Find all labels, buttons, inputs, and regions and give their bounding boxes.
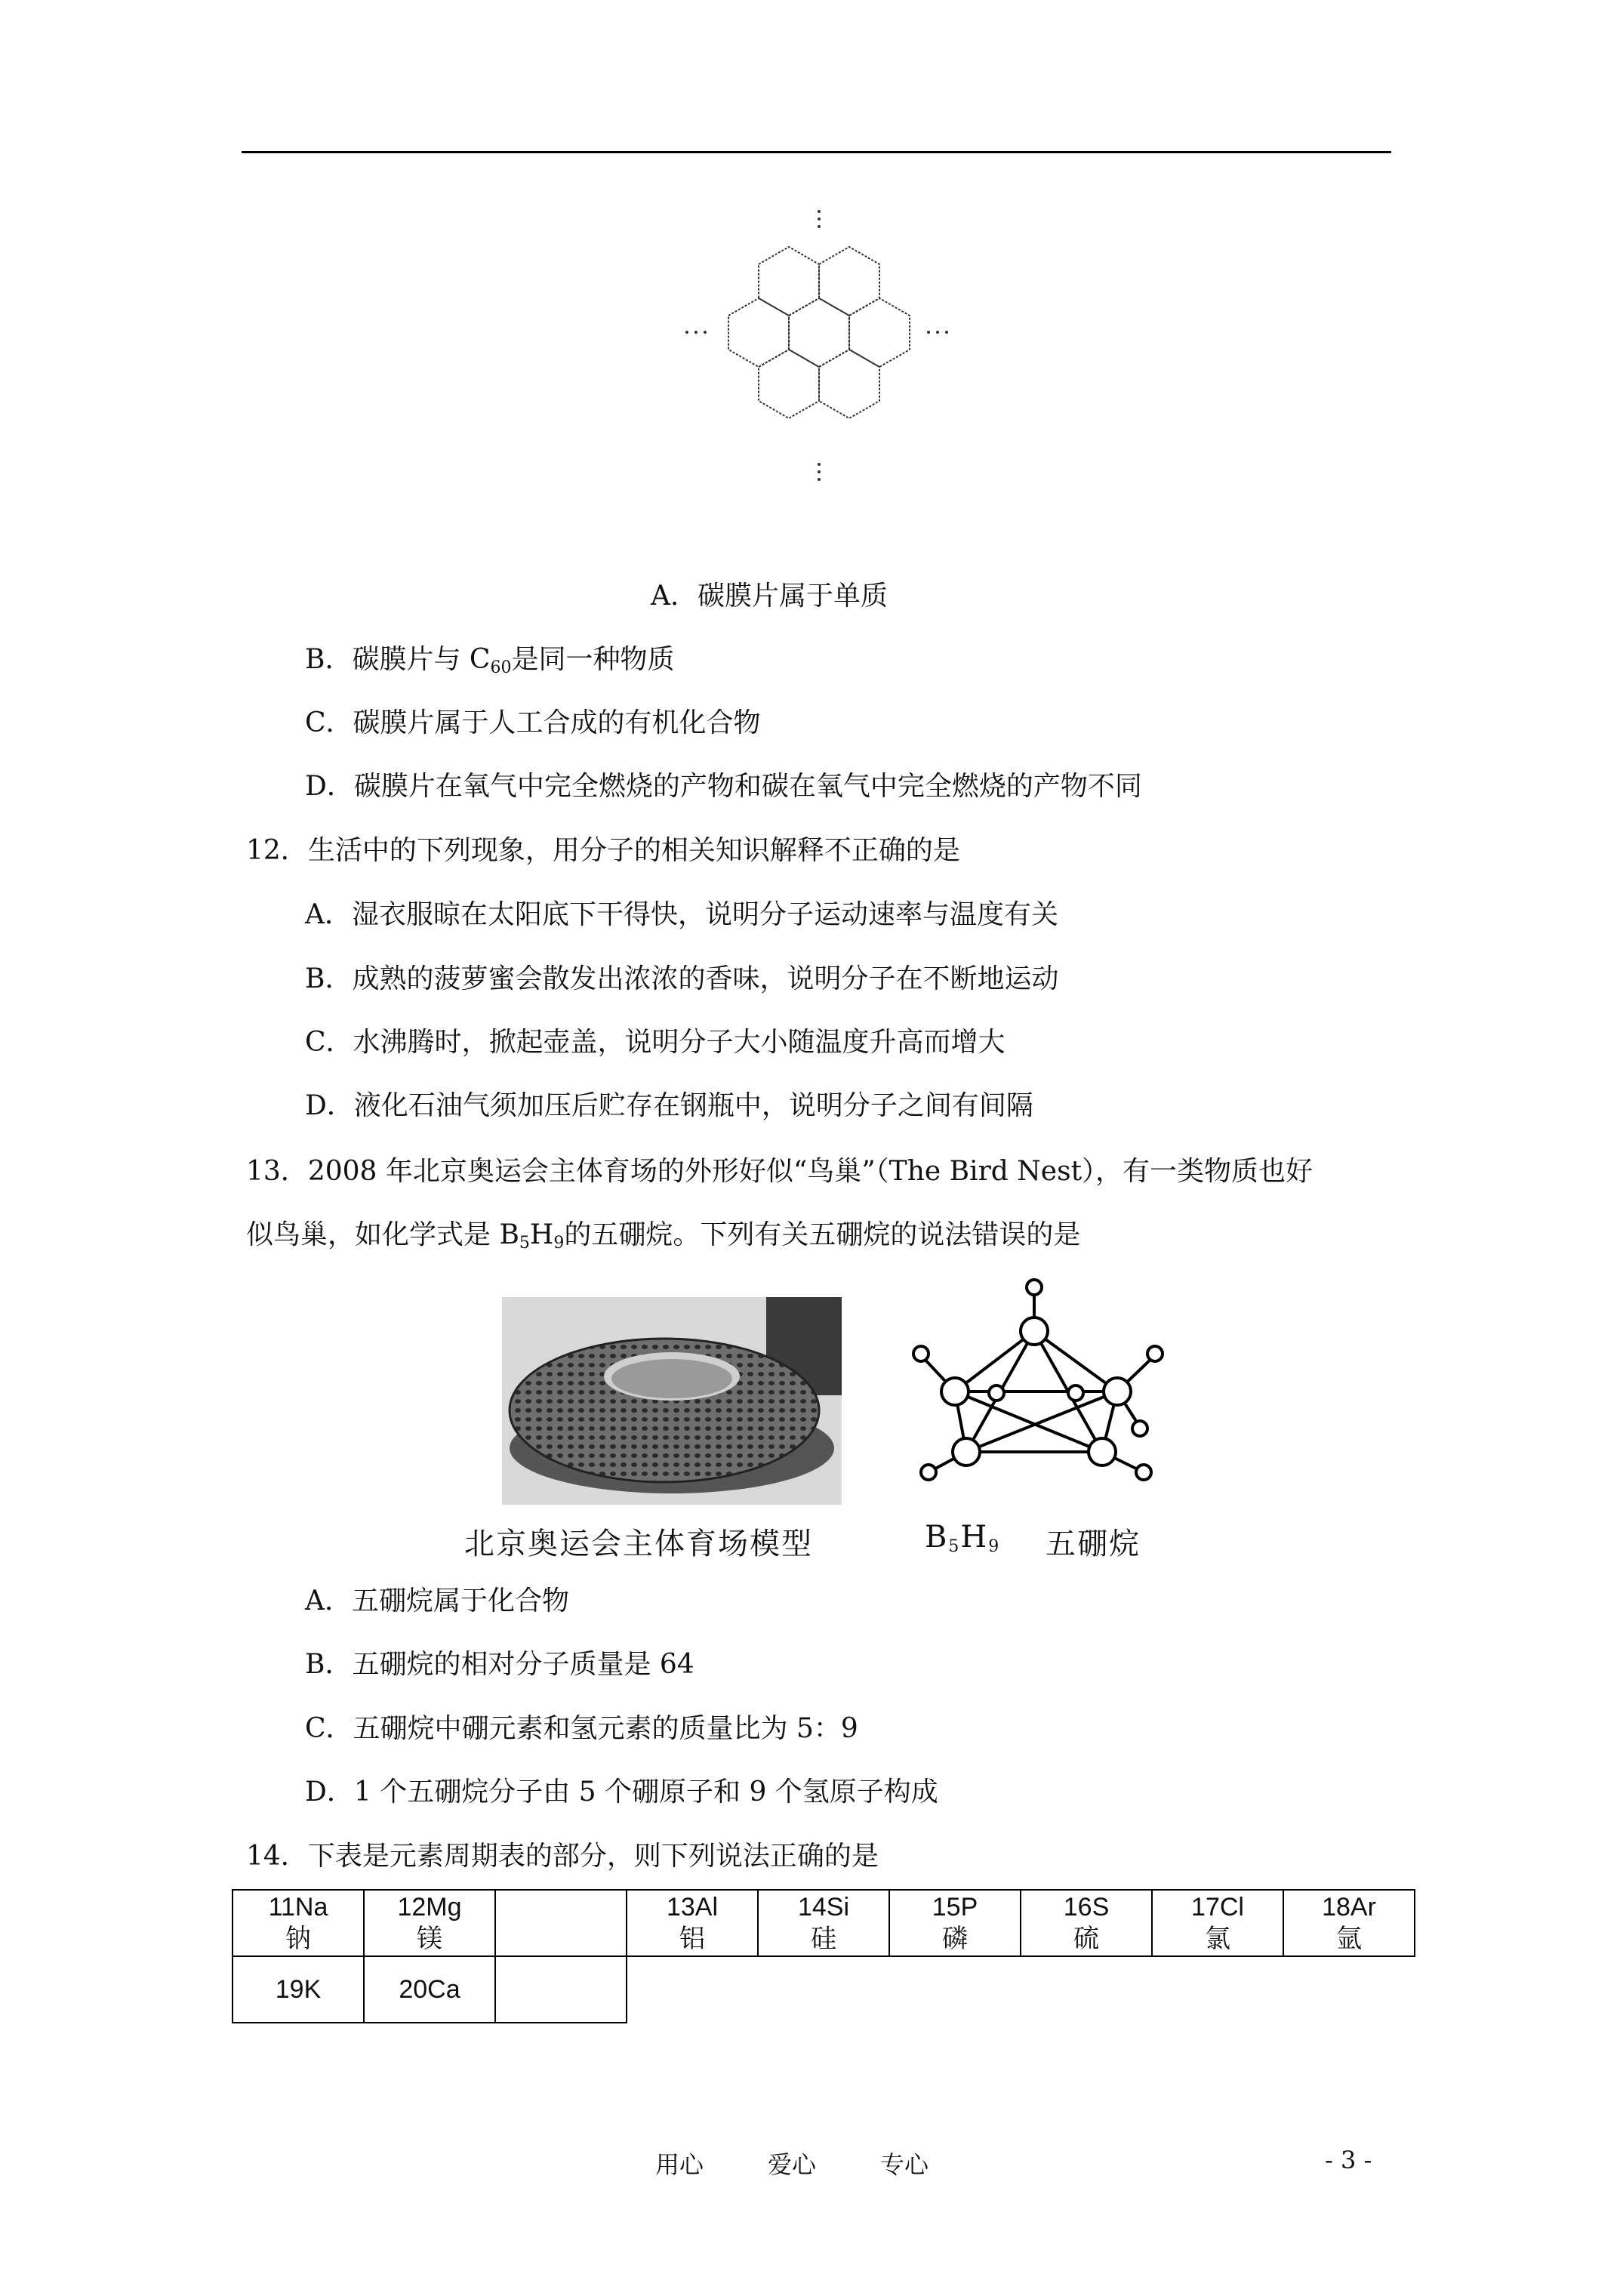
q13-option-d-text: 1 个五硼烷分子由 5 个硼原子和 9 个氢原子构成 bbox=[353, 1777, 938, 1808]
hexagon-middle-left bbox=[728, 298, 789, 367]
q11-option-a-text: 碳膜片属于单质 bbox=[698, 581, 888, 612]
q11-option-c-letter: C． bbox=[305, 707, 353, 738]
q13-option-c-text: 五硼烷中硼元素和氢元素的质量比为 5：9 bbox=[353, 1713, 858, 1744]
table-cell-si bbox=[758, 1890, 889, 1956]
q13-option-b-letter: B． bbox=[305, 1649, 353, 1680]
caption-pentaborane: 五硼烷 bbox=[1046, 1527, 1141, 1561]
footer-motto-3: 专心 bbox=[880, 2150, 929, 2179]
q11-option-b-subscript: 60 bbox=[490, 658, 512, 677]
hexagon-middle-right bbox=[849, 298, 910, 367]
q12-option-b-text: 成熟的菠萝蜜会散发出浓浓的香味，说明分子在不断地运动 bbox=[352, 963, 1059, 994]
q12-option-d bbox=[305, 1089, 1033, 1123]
table-cell-al bbox=[627, 1890, 758, 1956]
q13-number: 13． bbox=[246, 1156, 308, 1187]
footer-motto-1: 用心 bbox=[655, 2150, 704, 2179]
q13-option-b bbox=[305, 1648, 694, 1681]
q12-stem bbox=[246, 834, 960, 868]
q13-option-a bbox=[305, 1585, 569, 1618]
table-cell-empty bbox=[889, 1956, 1021, 2023]
q13-stem-line2 bbox=[246, 1219, 1080, 1260]
hexagon-top-left bbox=[759, 247, 819, 316]
element-name: 氯 bbox=[1205, 1925, 1230, 1953]
q12-option-b-letter: B． bbox=[305, 963, 353, 994]
q13-stem-subscript-9: 9 bbox=[553, 1234, 565, 1253]
table-cell-blank bbox=[495, 1956, 627, 2023]
q12-option-b bbox=[305, 963, 1058, 996]
caption-formula bbox=[925, 1520, 1000, 1556]
table-cell-ca: 20Ca bbox=[364, 1956, 495, 2023]
element-name: 钠 bbox=[285, 1925, 311, 1953]
q12-option-a bbox=[305, 898, 1058, 932]
element-symbol: 11Na bbox=[268, 1893, 328, 1922]
q13-stem-h: H bbox=[529, 1219, 554, 1250]
table-cell-mg bbox=[364, 1890, 495, 1956]
table-cell-p bbox=[889, 1890, 1021, 1956]
caption-stadium-model: 北京奥运会主体育场模型 bbox=[464, 1527, 813, 1561]
q13-option-c-letter: C． bbox=[305, 1713, 353, 1744]
q12-option-c-text: 水沸腾时，掀起壶盖，说明分子大小随温度升高而增大 bbox=[353, 1027, 1006, 1058]
table-cell-cl bbox=[1152, 1890, 1283, 1956]
q13-stem-subscript-5: 5 bbox=[519, 1234, 530, 1253]
caption-formula-b-subscript: 5 bbox=[948, 1537, 961, 1556]
q13-option-c bbox=[305, 1712, 858, 1746]
q12-option-d-text: 液化石油气须加压后贮存在钢瓶中，说明分子之间有间隔 bbox=[353, 1090, 1033, 1121]
pentaborane-structure bbox=[891, 1272, 1178, 1487]
periodic-table-fragment bbox=[232, 1889, 1415, 2023]
q12-stem-text: 生活中的下列现象，用分子的相关知识解释不正确的是 bbox=[307, 835, 960, 866]
hexagon-bottom-left bbox=[759, 350, 819, 418]
q11-option-b-letter: B． bbox=[305, 644, 353, 675]
element-name: 磷 bbox=[942, 1925, 968, 1953]
element-symbol: 16S bbox=[1063, 1893, 1110, 1922]
element-symbol: 14Si bbox=[797, 1893, 850, 1922]
q13-option-b-text: 五硼烷的相对分子质量是 64 bbox=[352, 1649, 694, 1680]
page-number: - 3 - bbox=[1325, 2146, 1372, 2174]
element-symbol: 15P bbox=[932, 1893, 978, 1922]
q12-option-c-letter: C． bbox=[305, 1027, 353, 1058]
table-cell-empty bbox=[1021, 1956, 1152, 2023]
q11-option-d bbox=[305, 770, 1142, 803]
caption-formula-h: H bbox=[960, 1520, 989, 1555]
q11-option-a bbox=[651, 580, 888, 613]
q13-stem-line2-after: 的五硼烷。下列有关五硼烷的说法错误的是 bbox=[564, 1219, 1081, 1250]
footer-motto-2: 爱心 bbox=[768, 2150, 817, 2179]
table-cell-na bbox=[233, 1890, 364, 1956]
stadium-model-photo bbox=[502, 1297, 842, 1505]
q12-number: 12． bbox=[246, 835, 308, 866]
element-symbol: 13Al bbox=[666, 1893, 719, 1922]
q11-option-c bbox=[305, 707, 761, 740]
element-symbol: 18Ar bbox=[1322, 1893, 1376, 1922]
q13-option-a-letter: A． bbox=[305, 1586, 352, 1616]
element-name: 镁 bbox=[417, 1925, 442, 1953]
caption-formula-h-subscript: 9 bbox=[988, 1537, 1001, 1556]
q11-option-d-text: 碳膜片在氧气中完全燃烧的产物和碳在氧气中完全燃烧的产物不同 bbox=[353, 771, 1142, 802]
table-cell-blank bbox=[495, 1890, 627, 1956]
graphene-hexagon-figure bbox=[664, 204, 959, 491]
table-cell-k: 19K bbox=[233, 1956, 364, 2023]
q13-option-d bbox=[305, 1776, 938, 1809]
table-cell-empty bbox=[1283, 1956, 1415, 2023]
table-row bbox=[233, 1956, 1415, 2023]
element-symbol: 12Mg bbox=[397, 1893, 462, 1922]
table-cell-empty bbox=[1152, 1956, 1283, 2023]
q14-number: 14． bbox=[246, 1841, 308, 1872]
element-name: 硫 bbox=[1073, 1925, 1099, 1953]
q13-stem-line2-before: 似鸟巢，如化学式是 B bbox=[246, 1219, 519, 1250]
table-row bbox=[233, 1890, 1415, 1956]
q11-option-a-letter: A． bbox=[651, 581, 698, 612]
table-cell-empty bbox=[627, 1956, 758, 2023]
q13-stem-line1-text: 2008 年北京奥运会主体育场的外形好似“鸟巢”（The Bird Nest），有一类物质也好 bbox=[307, 1156, 1313, 1187]
q11-option-c-text: 碳膜片属于人工合成的有机化合物 bbox=[353, 707, 761, 738]
q13-stem-line1 bbox=[246, 1155, 1313, 1188]
hexagon-bottom-right bbox=[819, 350, 879, 418]
q12-option-c bbox=[305, 1026, 1006, 1059]
hexagon-center bbox=[789, 298, 849, 367]
q11-option-b-text-after: 是同一种物质 bbox=[511, 644, 675, 675]
q14-stem bbox=[246, 1840, 879, 1873]
q12-option-a-text: 湿衣服晾在太阳底下干得快，说明分子运动速率与温度有关 bbox=[352, 899, 1059, 930]
q11-option-b bbox=[305, 643, 674, 685]
q12-option-d-letter: D． bbox=[305, 1090, 354, 1121]
q14-stem-text: 下表是元素周期表的部分，则下列说法正确的是 bbox=[307, 1841, 879, 1872]
caption-formula-b: B bbox=[925, 1520, 949, 1555]
table-cell-s bbox=[1021, 1890, 1152, 1956]
table-cell-ar bbox=[1283, 1890, 1415, 1956]
element-name: 铝 bbox=[679, 1925, 705, 1953]
hexagon-top-right bbox=[819, 247, 879, 316]
q11-option-b-text-before: 碳膜片与 C bbox=[352, 644, 491, 675]
q13-option-a-text: 五硼烷属于化合物 bbox=[352, 1586, 570, 1616]
q11-option-d-letter: D． bbox=[305, 771, 354, 802]
table-cell-empty bbox=[758, 1956, 889, 2023]
element-name: 氩 bbox=[1336, 1925, 1362, 1953]
q12-option-a-letter: A． bbox=[305, 899, 352, 930]
q13-option-d-letter: D． bbox=[305, 1777, 354, 1808]
header-rule bbox=[242, 151, 1391, 153]
element-name: 硅 bbox=[811, 1925, 836, 1953]
element-symbol: 17Cl bbox=[1191, 1893, 1244, 1922]
